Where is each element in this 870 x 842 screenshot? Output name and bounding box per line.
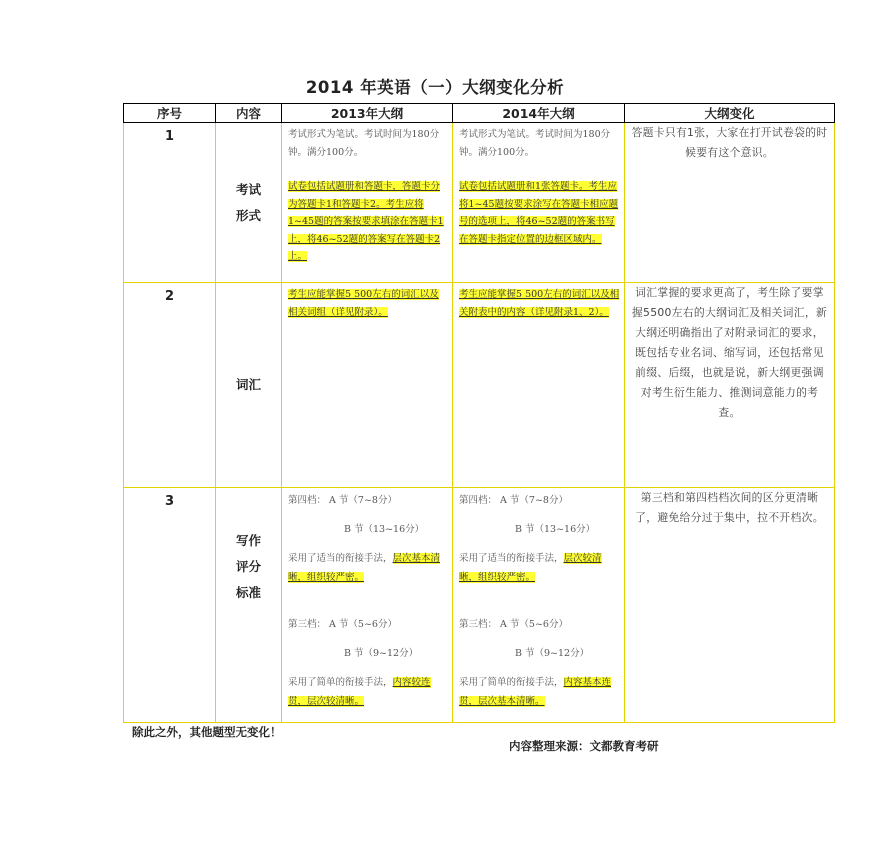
row-category: 写作 评分 标准	[216, 488, 282, 723]
highlight-text: 试卷包括试题册和1张答题卡。考生应将1~45题按要求涂写在答题卡相应题号的选项上，将46~52题的答案书写在答题卡指定位置的边框区域内。	[459, 181, 619, 245]
cell-2014	[453, 123, 625, 283]
text-plain: 考试形式为笔试。考试时间为180分钟。满分100分。	[288, 129, 440, 158]
syllabus-comparison-table	[123, 103, 835, 723]
highlight-text: 层次较清晰，组织较严密。	[459, 553, 602, 583]
cell-2013: 第四档： A 节（7~8分） B 节（13~16分） 采用了适当的衔接手法，层次基本清晰，组织较严密。 第三档： A 节（5~6分） B 节（9~12分） 采用了简单的衔接手法，内容较连贯，层次较清晰。	[282, 488, 453, 723]
highlight-text: 考生应能掌握5 500左右的词汇以及相关附表中的内容（详见附录1、2）。	[459, 289, 620, 318]
cell-2013	[282, 123, 453, 283]
table-row	[124, 123, 835, 283]
row-number: 2	[124, 283, 216, 488]
footer-note: 除此之外，其他题型无变化！	[132, 725, 282, 739]
page-title: 2014 年英语（一）大纲变化分析	[305, 78, 565, 97]
header-number: 序号	[124, 104, 216, 123]
text-plain: 考试形式为笔试。考试时间为180分钟。满分100分。	[459, 129, 611, 158]
cell-2014	[453, 283, 625, 488]
row-number: 1	[124, 123, 216, 283]
row-number: 3	[124, 488, 216, 723]
cell-change: 答题卡只有1张，大家在打开试卷袋的时候要有这个意识。	[625, 123, 835, 283]
cell-2014: 第四档： A 节（7~8分） B 节（13~16分） 采用了适当的衔接手法，层次较清晰，组织较严密。 第三档： A 节（5~6分） B 节（9~12分） 采用了简单的衔接手法，内容基本连贯，层次基本清晰。	[453, 488, 625, 723]
row-category: 考试 形式	[216, 123, 282, 283]
footer-source: 内容整理来源：文都教育考研	[509, 739, 659, 753]
highlight-text: 试卷包括试题册和答题卡，答题卡分为答题卡1和答题卡2。考生应将1~45题的答案按要求填涂在答题卡1上，将46~52题的答案写在答题卡2上。	[288, 181, 444, 262]
highlight-text: 层次基本清晰，组织较严密。	[288, 553, 441, 583]
header-content: 内容	[216, 104, 282, 123]
header-2013: 2013年大纲	[282, 104, 453, 123]
highlight-text: 内容基本连贯，层次基本清晰。	[459, 677, 612, 707]
row-category: 词汇	[216, 283, 282, 488]
table-header-row	[124, 104, 835, 123]
header-2014: 2014年大纲	[453, 104, 625, 123]
highlight-text: 内容较连贯，层次较清晰。	[288, 677, 431, 707]
table-row	[124, 283, 835, 488]
cell-change: 词汇掌握的要求更高了，考生除了要掌握5500左右的大纲词汇及相关词汇，新大纲还明确指出了对附录词汇的要求，既包括专业名词、缩写词，还包括常见前缀、后缀，也就是说，新大纲更强调对考生衍生能力、推测词意能力的考查。	[625, 283, 835, 488]
cell-change: 第三档和第四档档次间的区分更清晰了，避免给分过于集中，拉不开档次。	[625, 488, 835, 723]
highlight-text: 考生应能掌握5 500左右的词汇以及相关词组（详见附录）。	[288, 289, 439, 318]
cell-2013	[282, 283, 453, 488]
table-row	[124, 488, 835, 723]
header-change: 大纲变化	[625, 104, 835, 123]
